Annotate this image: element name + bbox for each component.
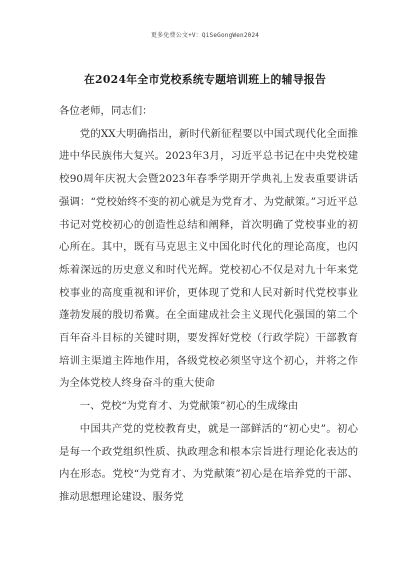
document-body — [59, 100, 358, 509]
paragraph-2: 中国共产党的党校教育史，就是一部鲜活的“初心史”。初心是每一个政党组织性质、执政理念和根本宗旨进行理论化表达的内在形态。党校“为党育才、为党献策”初心是在培养党的干部、推动思想理论建设、服务党 — [59, 422, 358, 503]
paragraph-1: 党的XX大明确指出，新时代新征程要以中国式现代化全面推进中华民族伟大复兴。2023年3月，习近平总书记在中央党校建校90周年庆祝大会暨2023年春季学期开学典礼上发表重要讲话强调：“党校始终不变的初心就是为党育才、为党献策。”习近平总书记对党校初心的创造性总结和阐释，首次明确了党校事业的初心所在。其中，既有马克思主义中国化时代化的理论高度，也闪烁着深远的历史意义和时代光辉。党校初心不仅是对九十年来党校事业的高度重视和评价，更体现了党和人民对新时代党校事业蓬勃发展的殷切希冀。在全面建成社会主义现代化强国的第二个百年奋斗目标的关键时期，要发挥好党校（行政学院）干部教育培训主渠道主阵地作用，各级党校必须坚守这个初心，并将之作为全体党校人终身奋斗的重大使命 — [59, 127, 358, 390]
header-watermark: 更多免费公文+V：QiSeGongWen2024 — [150, 32, 260, 39]
salutation: 各位老师，同志们： — [59, 105, 153, 117]
document-title: 在2024年全市党校系统专题培训班上的辅导报告 — [83, 73, 327, 86]
section-heading: 一、党校“为党育才、为党献策”初心的生成缘由 — [79, 400, 299, 413]
